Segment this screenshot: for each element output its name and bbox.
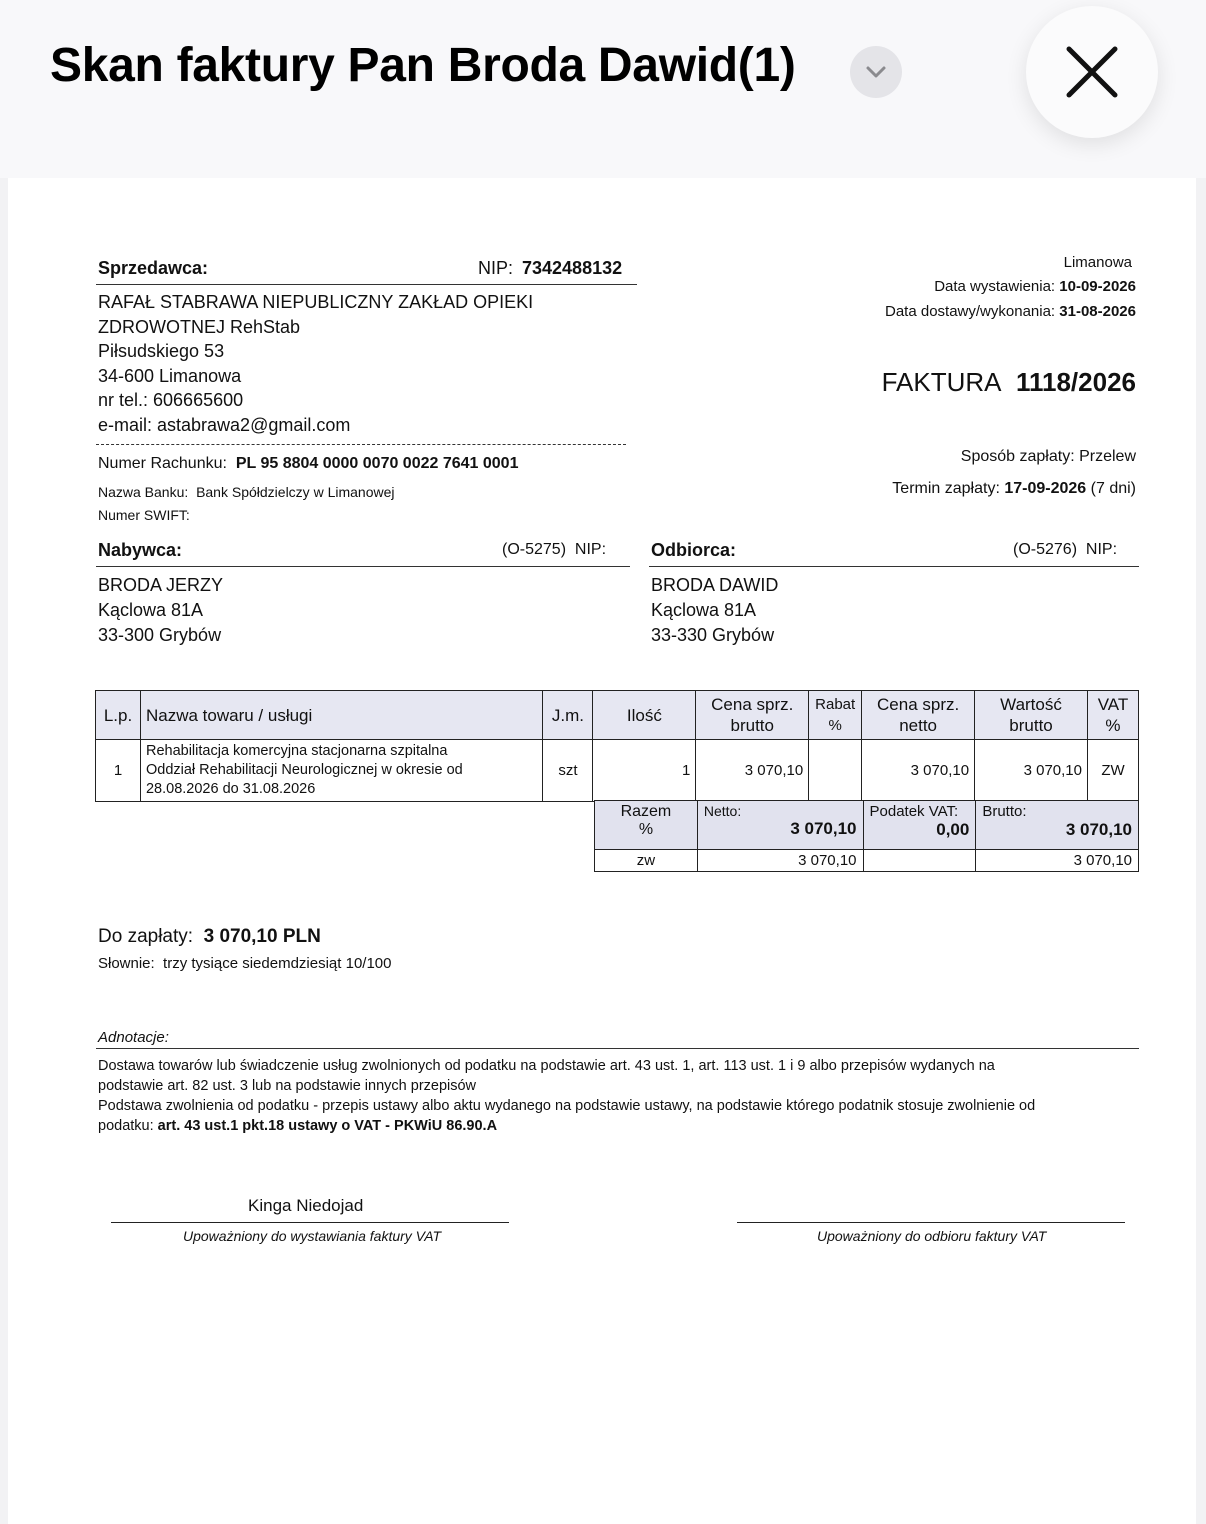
- divider: [96, 284, 637, 285]
- summary-total-label: [595, 801, 698, 850]
- document-title: Skan faktury Pan Broda Dawid(1): [50, 39, 796, 92]
- summary-rate-row: [595, 850, 1139, 872]
- col-net-price: [862, 691, 975, 740]
- summary-rate-gross: 3 070,10: [976, 850, 1139, 872]
- words-label: Słownie:: [98, 955, 155, 972]
- item-net-price: 3 070,10: [862, 740, 975, 802]
- invoice-scan: [8, 178, 1196, 1524]
- summary-total-row: [595, 801, 1139, 850]
- annotation-line: Dostawa towarów lub świadczenie usług zwolnionych od podatku na podstawie art. 43 ust. 1, art. 113 ust. 1 i 9 albo przepisów wydanych na: [98, 1058, 995, 1074]
- summary-total-label-l1: Razem: [620, 803, 672, 820]
- summary-vat: [863, 801, 976, 850]
- payment-method-value: Przelew: [1079, 448, 1136, 465]
- issue-date-value: 10-09-2026: [1059, 278, 1136, 295]
- col-gross-price-l2: brutto: [730, 716, 774, 735]
- divider: [96, 444, 626, 445]
- summary-rate-net: 3 070,10: [697, 850, 863, 872]
- issuer-name: Kinga Niedojad: [248, 1196, 364, 1215]
- item-gross-price: 3 070,10: [696, 740, 809, 802]
- col-discount-l2: %: [828, 717, 842, 734]
- account-number: PL 95 8804 0000 0070 0022 7641 0001: [235, 455, 519, 472]
- item-vat: ZW: [1087, 740, 1138, 802]
- bank-label: Nazwa Banku:: [98, 484, 189, 500]
- summary-gross: [976, 801, 1139, 850]
- col-gross-price: [696, 691, 809, 740]
- delivery-date-value: 31-08-2026: [1059, 303, 1136, 320]
- seller-line: ZDROWOTNEJ RehStab: [98, 316, 301, 337]
- recipient-nip-label: NIP:: [1085, 541, 1118, 558]
- buyer-label: Nabywca:: [98, 540, 183, 560]
- col-vat-l2: %: [1105, 716, 1121, 735]
- summary-net-total: 3 070,10: [790, 819, 857, 838]
- top-bar: [0, 0, 1206, 178]
- summary-rate: zw: [595, 850, 698, 872]
- summary-net: [697, 801, 863, 850]
- recipient-line: BRODA DAWID: [651, 575, 779, 595]
- chevron-down-icon: [865, 65, 887, 79]
- buyer-code-nip: [502, 541, 606, 559]
- seller-address: [98, 290, 533, 438]
- col-vat-l1: VAT: [1097, 695, 1129, 714]
- doc-number: 1118/2026: [1015, 367, 1136, 397]
- annotation-line: [98, 1116, 1035, 1136]
- buyer-nip-label: NIP:: [574, 541, 607, 558]
- summary-gross-label: Brutto:: [982, 803, 1027, 820]
- buyer-line: 33-300 Grybów: [98, 625, 222, 645]
- buyer-line: BRODA JERZY: [98, 575, 224, 595]
- recipient-code: (O-5276): [1013, 541, 1078, 558]
- seller-line: RAFAŁ STABRAWA NIEPUBLICZNY ZAKŁAD OPIEKI: [98, 292, 534, 312]
- summary-vat-total: 0,00: [936, 820, 970, 839]
- payment-due-date: 17-09-2026: [1004, 480, 1087, 497]
- bank-row: [98, 484, 395, 500]
- payment-due: [892, 480, 1136, 498]
- buyer-address: [98, 573, 223, 648]
- col-net-price-l2: netto: [899, 716, 938, 735]
- col-name: Nazwa towaru / usługi: [140, 691, 542, 740]
- doc-type: FAKTURA: [881, 367, 1002, 397]
- divider: [96, 1048, 1139, 1049]
- amount-due-label: Do zapłaty:: [98, 926, 194, 947]
- seller-line: Piłsudskiego 53: [98, 341, 225, 362]
- col-gross-price-l1: Cena sprz.: [711, 695, 794, 714]
- annotations-text: [98, 1056, 1035, 1136]
- receiver-caption: Upoważniony do odbioru faktury VAT: [817, 1228, 1047, 1244]
- divider: [649, 566, 1139, 567]
- summary-total-label-l2: %: [638, 821, 654, 838]
- recipient-line: Kąclowa 81A: [651, 600, 757, 620]
- table-row: [96, 740, 1139, 802]
- buyer-code: (O-5275): [502, 541, 567, 558]
- col-unit: J.m.: [543, 691, 593, 740]
- summary-table: [594, 800, 1139, 872]
- seller-nip-label: NIP:: [478, 258, 514, 278]
- summary-rate-vat: [863, 850, 976, 872]
- seller-nip: 7342488132: [522, 258, 623, 278]
- col-vat: [1087, 691, 1138, 740]
- divider: [96, 566, 630, 567]
- annotation-prefix: podatku:: [98, 1118, 154, 1134]
- amount-due: [98, 926, 321, 948]
- payment-due-label: Termin zapłaty:: [892, 480, 1000, 497]
- payment-method-label: Sposób zapłaty:: [960, 448, 1075, 465]
- col-qty: Ilość: [593, 691, 696, 740]
- col-net-price-l1: Cena sprz.: [877, 695, 960, 714]
- recipient-label: Odbiorca:: [651, 540, 737, 560]
- col-gross-value-l1: Wartość: [1000, 695, 1062, 714]
- items-table: [95, 690, 1139, 802]
- amount-in-words: [98, 955, 392, 972]
- table-header-row: [96, 691, 1139, 740]
- item-name-line: Rehabilitacja komercyjna stacjonarna szpitalna: [145, 743, 448, 759]
- recipient-address: [651, 573, 778, 648]
- annotation-line: podstawie art. 82 ust. 3 lub na podstawie innych przepisów: [98, 1078, 477, 1094]
- swift-label: Numer SWIFT:: [98, 507, 190, 523]
- recipient-code-nip: [1013, 541, 1117, 559]
- signature-line: [737, 1222, 1125, 1223]
- issue-date: [934, 278, 1136, 295]
- account-label: Numer Rachunku:: [98, 455, 227, 472]
- recipient-line: 33-330 Grybów: [651, 625, 775, 645]
- issue-date-label: Data wystawienia:: [934, 278, 1056, 295]
- item-qty: 1: [593, 740, 696, 802]
- col-discount: [809, 691, 862, 740]
- payment-days: (7 dni): [1090, 480, 1136, 497]
- item-name-line: Oddział Rehabilitacji Neurologicznej w okresie od: [145, 762, 463, 778]
- title-dropdown-button[interactable]: [850, 46, 902, 98]
- buyer-line: Kąclowa 81A: [98, 600, 204, 620]
- invoice-heading: [882, 367, 1136, 398]
- summary-gross-total: 3 070,10: [1065, 820, 1132, 839]
- annotations-label: Adnotacje:: [98, 1029, 169, 1046]
- delivery-date-label: Data dostawy/wykonania:: [885, 303, 1056, 320]
- item-gross-value: 3 070,10: [975, 740, 1088, 802]
- annotation-line: Podstawa zwolnienia od podatku - przepis ustawy albo aktu wydanego na podstawie ustawy, na podstawie którego podatnik stosuje zwolnienie od: [98, 1098, 1036, 1114]
- seller-line: 34-600 Limanowa: [98, 365, 242, 386]
- summary-vat-label: Podatek VAT:: [869, 803, 959, 820]
- col-gross-value-l2: brutto: [1009, 716, 1053, 735]
- item-name-line: 28.08.2026 do 31.08.2026: [145, 781, 316, 797]
- summary-net-label: Netto:: [703, 803, 742, 819]
- words-value: trzy tysiące siedemdziesiąt 10/100: [163, 955, 392, 972]
- seller-line: e-mail: astabrawa2@gmail.com: [98, 414, 351, 435]
- col-lp: L.p.: [96, 691, 141, 740]
- item-discount: [809, 740, 862, 802]
- item-name: [140, 740, 542, 802]
- annotation-legal-basis: art. 43 ust.1 pkt.18 ustawy o VAT - PKWiU 86.90.A: [157, 1118, 498, 1134]
- col-gross-value: [975, 691, 1088, 740]
- item-lp: 1: [96, 740, 141, 802]
- payment-method: [961, 448, 1136, 466]
- account-row: [98, 455, 518, 473]
- issuer-caption: Upoważniony do wystawiania faktury VAT: [183, 1228, 442, 1244]
- signature-line: [111, 1222, 509, 1223]
- close-button[interactable]: [1026, 6, 1158, 138]
- seller-label: Sprzedawca:: [98, 258, 209, 278]
- amount-due-value: 3 070,10 PLN: [203, 926, 321, 947]
- col-discount-l1: Rabat: [815, 696, 856, 713]
- place: Limanowa: [1063, 254, 1132, 271]
- delivery-date: [885, 303, 1136, 320]
- bank-name: Bank Spółdzielczy w Limanowej: [196, 484, 395, 500]
- seller-line: nr tel.: 606665600: [98, 390, 244, 411]
- item-unit: szt: [543, 740, 593, 802]
- close-icon: [1065, 45, 1119, 99]
